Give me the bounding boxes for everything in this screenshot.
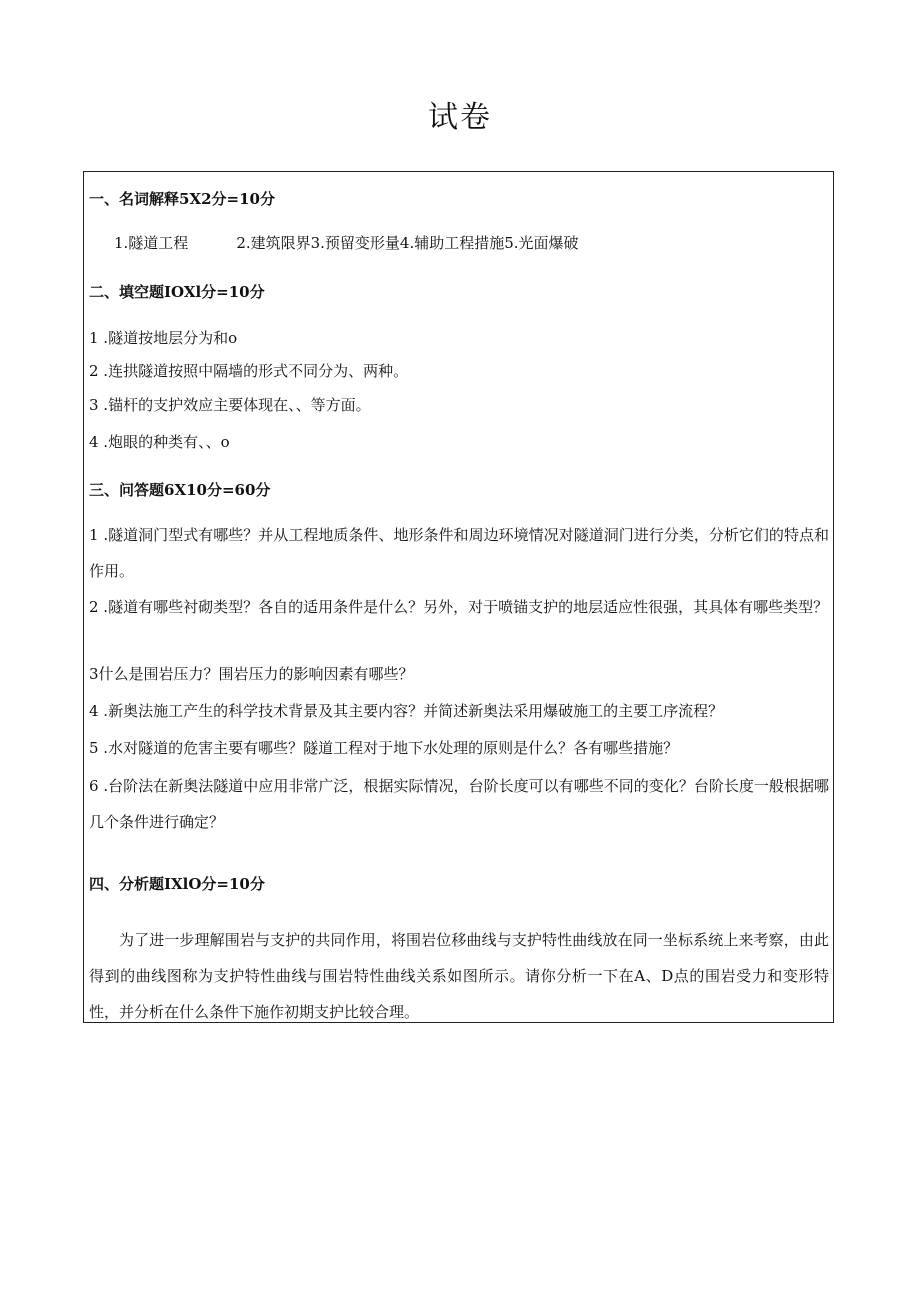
question-item-1: 1 .隧道洞门型式有哪些？并从工程地质条件、地形条件和周边环境情况对隧道洞门进行分类，分析它们的特点和作用。 [89,526,829,580]
fill-blank-item-1: 1 .隧道按地层分为和o [89,329,238,347]
fill-blank-item-2: 2 .连拱隧道按照中隔墙的形式不同分为、两种。 [89,362,409,380]
section-1-heading: 一、名词解释5X2分=10分 [89,190,275,208]
question-item-3: 3什么是围岩压力？围岩压力的影响因素有哪些？ [89,665,414,683]
fill-blank-item-3: 3 .锚杆的支护效应主要体现在、、等方面。 [89,396,371,414]
section-4-heading: 四、分析题IXlO分=10分 [89,875,265,893]
term-1: 1.隧道工程 [114,234,189,252]
section-3-heading: 三、问答题6X10分=60分 [89,481,271,499]
document-title: 试卷 [428,100,492,135]
fill-blank-item-4: 4 .炮眼的种类有、、o [89,433,230,451]
exam-content-box [83,171,834,1023]
section-2-heading: 二、填空题IOXl分=10分 [89,283,265,301]
terms-rest: 2.建筑限界3.预留变形量4.辅助工程措施5.光面爆破 [236,234,579,252]
question-item-5: 5 .水对隧道的危害主要有哪些？隧道工程对于地下水处理的原则是什么？各有哪些措施？ [89,739,679,757]
question-item-6: 6 .台阶法在新奥法隧道中应用非常广泛，根据实际情况，台阶长度可以有哪些不同的变化？台阶长度一般根据哪几个条件进行确定？ [89,777,829,831]
section-1-terms [114,232,579,253]
analysis-question-body: 为了进一步理解围岩与支护的共同作用，将围岩位移曲线与支护特性曲线放在同一坐标系统上来考察，由此得到的曲线图称为支护特性曲线与围岩特性曲线关系如图所示。请你分析一下在A、D点的围岩受力和变形特性，并分析在什么条件下施作初期支护比较合理。 [89,931,829,1021]
question-item-2: 2 .隧道有哪些衬砌类型？各自的适用条件是什么？另外，对于喷锚支护的地层适应性很强，其具体有哪些类型？ [89,598,829,616]
question-item-4: 4 .新奥法施工产生的科学技术背景及其主要内容？并简述新奥法采用爆破施工的主要工序流程？ [89,702,724,720]
